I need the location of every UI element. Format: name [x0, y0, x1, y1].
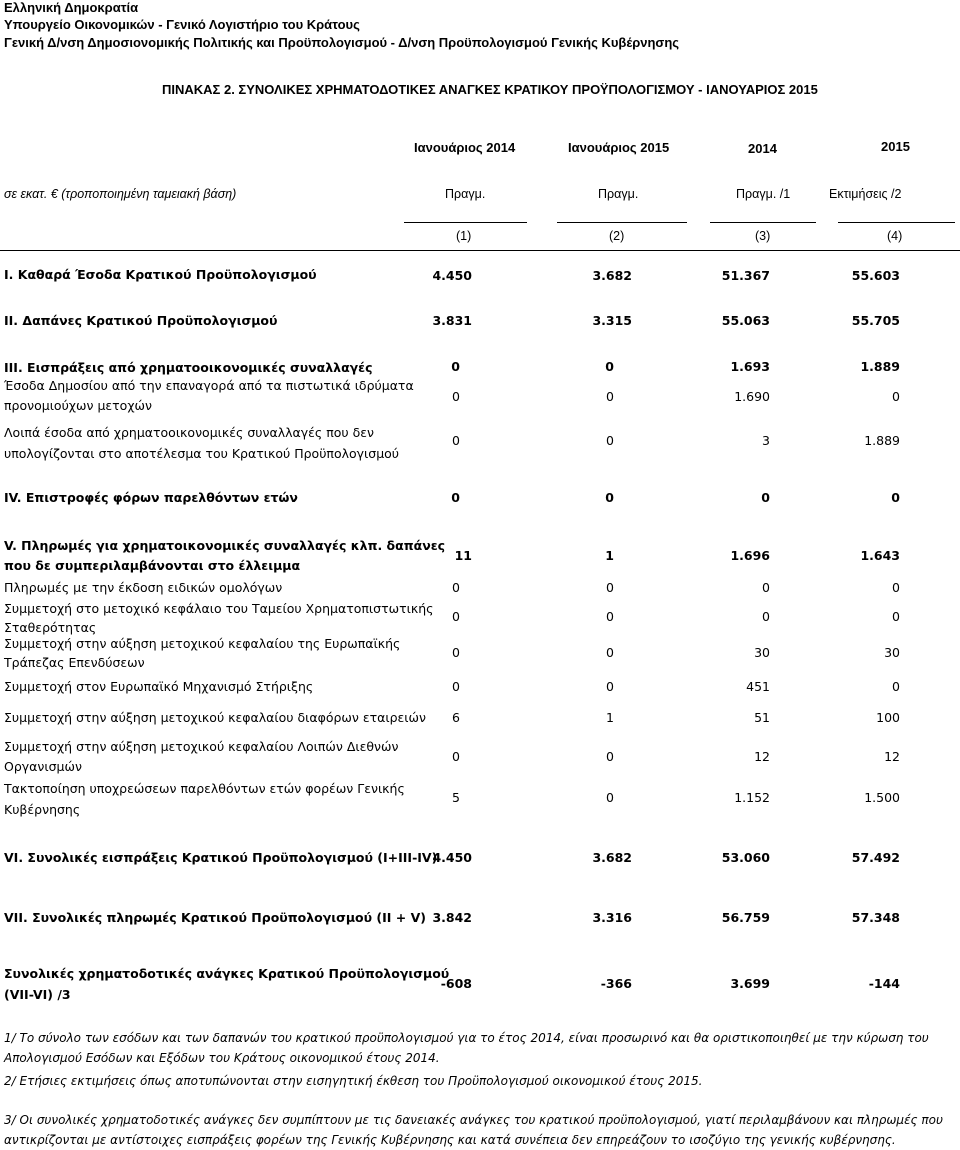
row-value-c1: 0: [451, 359, 460, 374]
row-label-line-2: Τράπεζας Επενδύσεων: [4, 655, 145, 670]
row-value-c3: 1.690: [734, 389, 770, 404]
column-rule-1: [404, 222, 527, 223]
row-label: ΙΙΙ. Εισπράξεις από χρηματοοικονομικές συναλλαγές: [4, 360, 373, 375]
row-value-c3: 451: [746, 679, 770, 694]
column-rule-3: [710, 222, 816, 223]
row-value-c2: 3.682: [592, 850, 632, 865]
row-label: ΙΙ. Δαπάνες Κρατικού Προϋπολογισμού: [4, 313, 278, 328]
row-label: Συμμετοχή στον Ευρωπαϊκό Μηχανισμό Στήριξης: [4, 679, 314, 694]
row-label: Πληρωμές με την έκδοση ειδικών ομολόγων: [4, 580, 283, 595]
row-value-c1: 11: [454, 548, 472, 563]
row-label-line-1: Συμμετοχή στην αύξηση μετοχικού κεφαλαίου Λοιπών Διεθνών: [4, 739, 399, 754]
row-value-c4: 0: [892, 609, 900, 624]
row-value-c1: 5: [452, 790, 460, 805]
header-divider: [0, 250, 960, 251]
row-value-c4: 1.889: [860, 359, 900, 374]
row-value-c4: 55.705: [851, 313, 900, 328]
row-value-c4: 12: [884, 749, 900, 764]
row-value-c2: 1: [605, 548, 614, 563]
subhead-3: Πραγμ. /1: [736, 187, 791, 201]
row-label-line-2: Οργανισμών: [4, 759, 82, 774]
header-org-line-3: Γενική Δ/νση Δημοσιονομικής Πολιτικής και Προϋπολογισμού - Δ/νση Προϋπολογισμού Γενικής Κυβέρνησης: [4, 35, 680, 50]
total-value-c1: -608: [440, 976, 472, 991]
row-value-c4: 1.889: [864, 433, 900, 448]
row-label-line-1: Λοιπά έσοδα από χρηματοοικονομικές συναλλαγές που δεν: [4, 425, 374, 440]
row-value-c2: 1: [606, 710, 614, 725]
row-value-c1: 4.450: [432, 850, 472, 865]
row-label: Συμμετοχή στην αύξηση μετοχικού κεφαλαίου διαφόρων εταιρειών: [4, 710, 426, 725]
row-value-c2: 3.682: [592, 268, 632, 283]
units-label: σε εκατ. € (τροποποιημένη ταμειακή βάση): [4, 187, 237, 201]
row-label: IV. Επιστροφές φόρων παρελθόντων ετών: [4, 490, 298, 505]
row-value-c3: 53.060: [721, 850, 770, 865]
row-value-c3: 51.367: [721, 268, 770, 283]
row-value-c2: 0: [606, 645, 614, 660]
row-value-c4: 55.603: [851, 268, 900, 283]
row-value-c1: 0: [451, 490, 460, 505]
row-value-c4: 0: [892, 679, 900, 694]
subhead-4: Εκτιμήσεις /2: [829, 187, 902, 201]
row-value-c4: 0: [891, 490, 900, 505]
row-label-line-2: υπολογίζονται στο αποτέλεσμα του Κρατικού Προϋπολογισμού: [4, 446, 400, 461]
row-label-line-1: Συμμετοχή στο μετοχικό κεφάλαιο του Ταμείου Χρηματοπιστωτικής: [4, 601, 434, 616]
row-value-c2: 3.316: [592, 910, 632, 925]
row-label: Ι. Καθαρά Έσοδα Κρατικού Προϋπολογισμού: [4, 267, 317, 282]
row-value-c4: 1.500: [864, 790, 900, 805]
subhead-2: Πραγμ.: [598, 187, 639, 201]
row-value-c1: 0: [452, 645, 460, 660]
row-value-c3: 0: [762, 580, 770, 595]
column-header-1: Ιανουάριος 2014: [414, 140, 516, 155]
row-value-c4: 30: [884, 645, 900, 660]
row-value-c2: 0: [606, 433, 614, 448]
row-value-c3: 55.063: [721, 313, 770, 328]
row-value-c2: 0: [606, 580, 614, 595]
column-rule-2: [557, 222, 687, 223]
row-value-c2: 0: [605, 359, 614, 374]
column-header-4: 2015: [881, 139, 910, 154]
subhead-1: Πραγμ.: [445, 187, 486, 201]
row-label-line-2: Κυβέρνησης: [4, 802, 81, 817]
row-value-c3: 30: [754, 645, 770, 660]
row-label-line-1: Τακτοποίηση υποχρεώσεων παρελθόντων ετών φορέων Γενικής: [4, 781, 405, 796]
row-value-c4: 0: [892, 389, 900, 404]
total-label-line-2: (VII-VI) /3: [4, 987, 71, 1002]
row-value-c1: 0: [452, 580, 460, 595]
row-value-c1: 0: [452, 433, 460, 448]
row-value-c2: 3.315: [592, 313, 632, 328]
row-value-c1: 4.450: [432, 268, 472, 283]
header-org-line-2: Υπουργείο Οικονομικών - Γενικό Λογιστήριο του Κράτους: [4, 17, 360, 32]
row-value-c3: 1.696: [730, 548, 770, 563]
row-value-c2: 0: [606, 790, 614, 805]
column-header-3: 2014: [748, 141, 777, 156]
row-value-c3: 3: [762, 433, 770, 448]
row-value-c1: 3.831: [432, 313, 472, 328]
table-title: ΠΙΝΑΚΑΣ 2. ΣΥΝΟΛΙΚΕΣ ΧΡΗΜΑΤΟΔΟΤΙΚΕΣ ΑΝΑΓΚΕΣ ΚΡΑΤΙΚΟΥ ΠΡΟΫΠΟΛΟΓΙΣΜΟΥ - ΙΑΝΟΥΑΡΙΟΣ 2015: [162, 82, 818, 97]
row-value-c3: 56.759: [721, 910, 770, 925]
row-value-c4: 0: [892, 580, 900, 595]
row-value-c3: 51: [754, 710, 770, 725]
row-value-c4: 57.492: [851, 850, 900, 865]
row-label-line-2: Σταθερότητας: [4, 620, 97, 635]
row-label-line-1: Συμμετοχή στην αύξηση μετοχικού κεφαλαίου της Ευρωπαϊκής: [4, 636, 401, 651]
row-value-c1: 6: [452, 710, 460, 725]
row-value-c1: 0: [452, 679, 460, 694]
column-header-2: Ιανουάριος 2015: [568, 140, 670, 155]
row-label: VII. Συνολικές πληρωμές Κρατικού Προϋπολογισμού (ΙΙ + V): [4, 910, 426, 925]
row-label-line-1: V. Πληρωμές για χρηματοικονομικές συναλλαγές κλπ. δαπάνες: [4, 538, 446, 553]
row-value-c4: 100: [876, 710, 900, 725]
footnote-3: 3/ Οι συνολικές χρηματοδοτικές ανάγκες δεν συμπίπτουν με τις δανειακές ανάγκες του κρατικού προϋπολογισμού, γιατί περιλαμβάνουν και πληρωμές που αντικρίζονται με αντίστοιχες εισπράξεις φορέων της Γενικής Κυβέρνησης και κατά συνέπεια δεν επηρεάζουν το ισοζύγιο της γενικής κυβέρνησης.: [4, 1113, 943, 1147]
row-value-c1: 0: [452, 749, 460, 764]
row-value-c2: 0: [606, 749, 614, 764]
row-value-c2: 0: [606, 679, 614, 694]
total-label-line-1: Συνολικές χρηματοδοτικές ανάγκες Κρατικού Προϋπολογισμού: [4, 966, 450, 981]
row-value-c4: 57.348: [851, 910, 900, 925]
header-org-line-1: Ελληνική Δημοκρατία: [4, 0, 139, 15]
row-value-c3: 1.152: [734, 790, 770, 805]
column-number-4: (4): [887, 229, 903, 243]
row-label-line-2: προνομιούχων μετοχών: [4, 398, 152, 413]
row-label-line-1: Έσοδα Δημοσίου από την επαναγορά από τα πιστωτικά ιδρύματα: [4, 378, 414, 393]
total-value-c3: 3.699: [730, 976, 770, 991]
column-rule-4: [838, 222, 955, 223]
row-value-c3: 1.693: [730, 359, 770, 374]
row-value-c3: 0: [761, 490, 770, 505]
row-value-c2: 0: [605, 490, 614, 505]
row-value-c2: 0: [606, 389, 614, 404]
total-value-c2: -366: [600, 976, 632, 991]
column-number-3: (3): [755, 229, 771, 243]
total-value-c4: -144: [868, 976, 900, 991]
row-value-c3: 0: [762, 609, 770, 624]
row-label: VI. Συνολικές εισπράξεις Κρατικού Προϋπολογισμού (Ι+ΙΙΙ-IV): [4, 850, 438, 865]
row-label-line-2: που δε συμπεριλαμβάνονται στο έλλειμμα: [4, 558, 301, 573]
footnote-1: 1/ Το σύνολο των εσόδων και των δαπανών του κρατικού προϋπολογισμού για το έτος 2014, είναι προσωρινό και θα οριστικοποιηθεί με την κύρωση του Απολογισμού Εσόδων και Εξόδων του Κράτους οικονομικού έτους 2014.: [4, 1031, 929, 1065]
row-value-c1: 0: [452, 389, 460, 404]
column-number-2: (2): [609, 229, 625, 243]
row-value-c3: 12: [754, 749, 770, 764]
row-value-c1: 0: [452, 609, 460, 624]
row-value-c4: 1.643: [860, 548, 900, 563]
row-value-c2: 0: [606, 609, 614, 624]
footnote-2: 2/ Ετήσιες εκτιμήσεις όπως αποτυπώνονται στην εισηγητική έκθεση του Προϋπολογισμού οικονομικού έτους 2015.: [4, 1074, 703, 1088]
row-value-c1: 3.842: [432, 910, 472, 925]
column-number-1: (1): [456, 229, 472, 243]
